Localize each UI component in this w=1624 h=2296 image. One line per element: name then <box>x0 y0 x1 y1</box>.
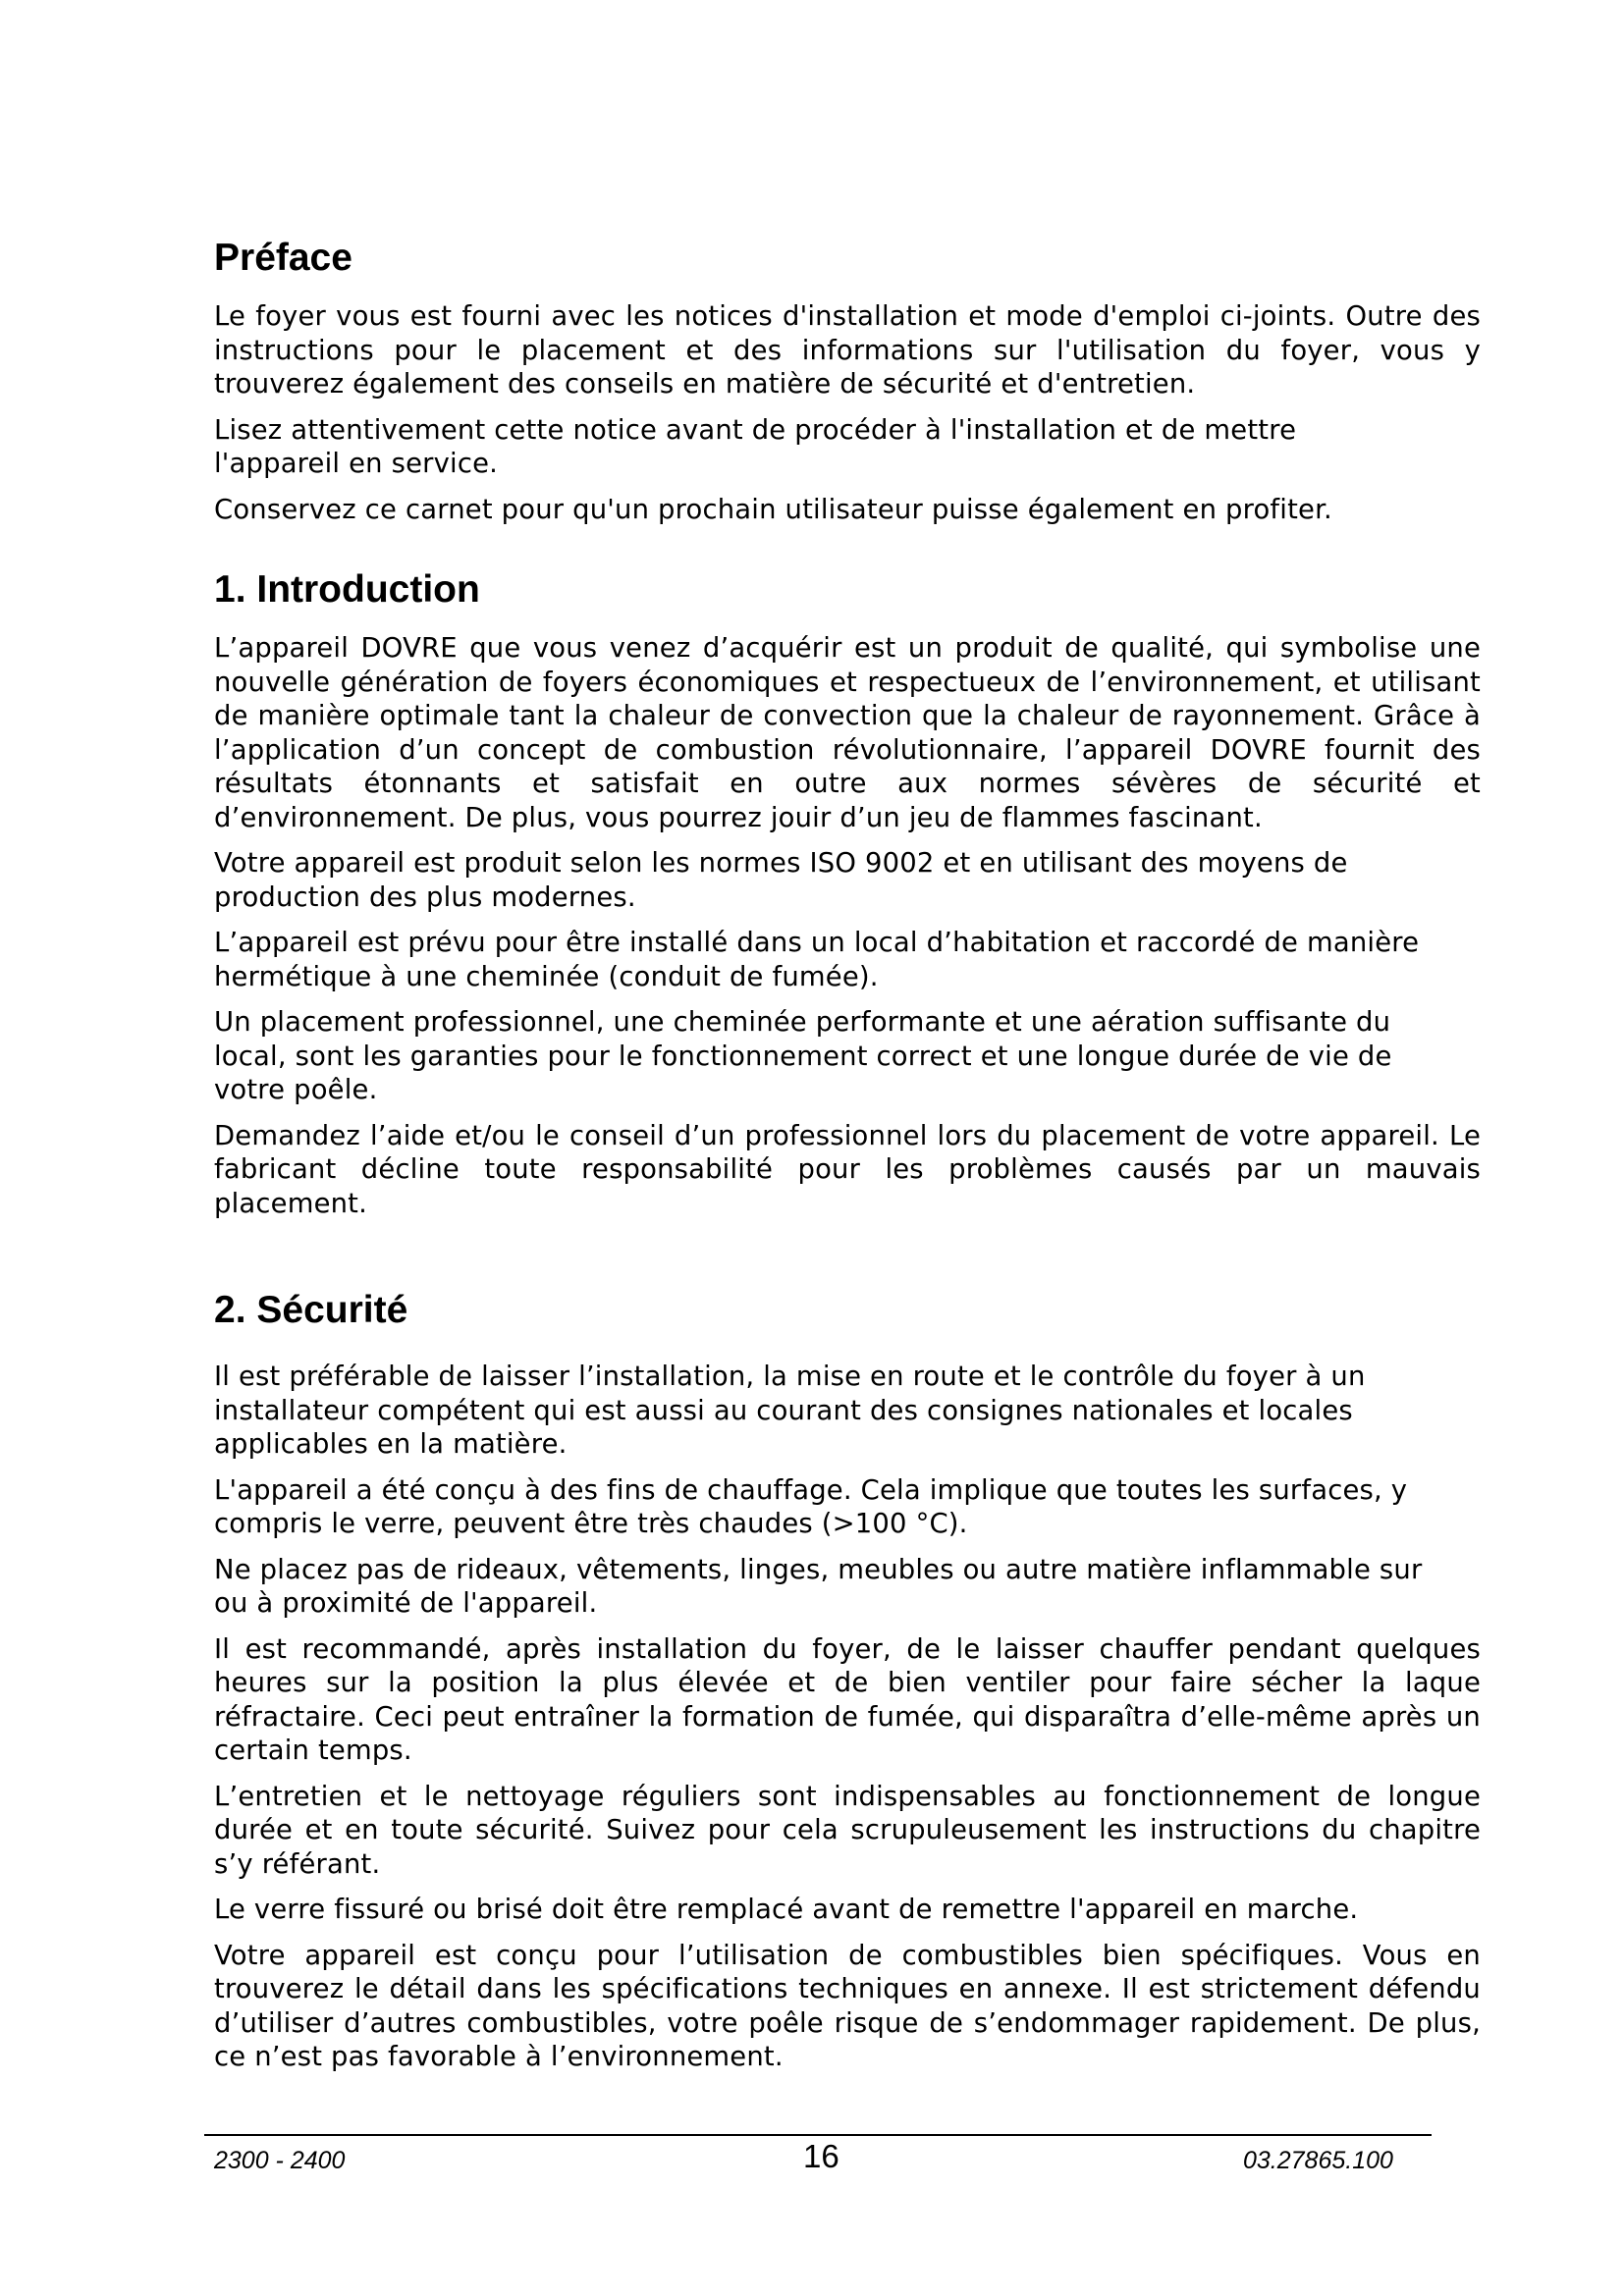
paragraph: L’appareil DOVRE que vous venez d’acquérir est un produit de qualité, qui symbolise une nouvelle génération de foyers économiques et respectueux de l’environnement, et utilisant de manière optimale tant la chaleur de convection que la chaleur de rayonnement. Grâce à l’application d’un concept de combustion révolutionnaire, l’appareil DOVRE fournit des résultats étonnants et satisfait en outre aux normes sévères de sécurité et d’environnement. De plus, vous pourrez jouir d’un jeu de flammes fascinant. <box>214 633 1481 833</box>
section-title-preface: Préface <box>214 237 352 279</box>
paragraph: L’appareil est prévu pour être installé dans un local d’habitation et raccordé de manière hermétique à une cheminée (conduit de fumée). <box>214 928 1420 992</box>
paragraph: L'appareil a été conçu à des fins de chauffage. Cela implique que toutes les surfaces, y compris le verre, peuvent être très chaudes (>100 °C). <box>214 1474 1408 1539</box>
footer-page-number: 16 <box>803 2138 839 2174</box>
paragraph: Lisez attentivement cette notice avant de procéder à l'installation et de mettre l'appareil en service. <box>214 414 1297 479</box>
footer-reference: 03.27865.100 <box>1243 2147 1393 2174</box>
paragraph: Le verre fissuré ou brisé doit être remplacé avant de remettre l'appareil en marche. <box>214 1895 1359 1925</box>
section-title-introduction: 1. Introduction <box>214 568 480 611</box>
paragraph: Conservez ce carnet pour qu'un prochain utilisateur puisse également en profiter. <box>214 494 1332 525</box>
paragraph: Votre appareil est conçu pour l’utilisation de combustibles bien spécifiques. Vous en trouverez le détail dans les spécifications techniques en annexe. Il est strictement défendu d’utiliser d’autres combustibles, votre poêle risque de s’endommager rapidement. De plus, ce n’est pas favorable à l’environnement. <box>214 1940 1481 2072</box>
paragraph: Ne placez pas de rideaux, vêtements, linges, meubles ou autre matière inflammable sur ou à proximité de l'appareil. <box>214 1554 1423 1619</box>
paragraph: Il est recommandé, après installation du foyer, de le laisser chauffer pendant quelques heures sur la position la plus élevée et de bien ventiler pour faire sécher la laque réfractaire. Ceci peut entraîner la formation de fumée, qui disparaîtra d’elle-même après un certain temps. <box>214 1633 1481 1766</box>
paragraph: Votre appareil est produit selon les normes ISO 9002 et en utilisant des moyens de production des plus modernes. <box>214 848 1348 913</box>
paragraph: Un placement professionnel, une cheminée performante et une aération suffisante du local, sont les garanties pour le fonctionnement correct et une longue durée de vie de votre poêle. <box>214 1007 1392 1105</box>
section-securite <box>214 1361 1481 2087</box>
section-preface <box>214 300 1481 539</box>
footer-model: 2300 - 2400 <box>214 2147 346 2174</box>
paragraph: Le foyer vous est fourni avec les notices d'installation et mode d'emploi ci-joints. Outre des instructions pour le placement et des informations sur l'utilisation du foyer, vous y trouverez également des conseils en matière de sécurité et d'entretien. <box>214 301 1481 400</box>
section-title-securite: 2. Sécurité <box>214 1289 408 1331</box>
footer-divider <box>204 2134 1432 2136</box>
paragraph: Demandez l’aide et/ou le conseil d’un professionnel lors du placement de votre appareil. Le fabricant décline toute responsabilité pour les problèmes causés par un mauvais placement. <box>214 1120 1481 1219</box>
paragraph: L’entretien et le nettoyage réguliers sont indispensables au fonctionnement de longue durée et en toute sécurité. Suivez pour cela scrupuleusement les instructions du chapitre s’y référant. <box>214 1781 1481 1880</box>
paragraph: Il est préférable de laisser l’installation, la mise en route et le contrôle du foyer à un installateur compétent qui est aussi au courant des consignes nationales et locales applicables en la matière. <box>214 1362 1366 1460</box>
section-introduction <box>214 632 1481 1233</box>
